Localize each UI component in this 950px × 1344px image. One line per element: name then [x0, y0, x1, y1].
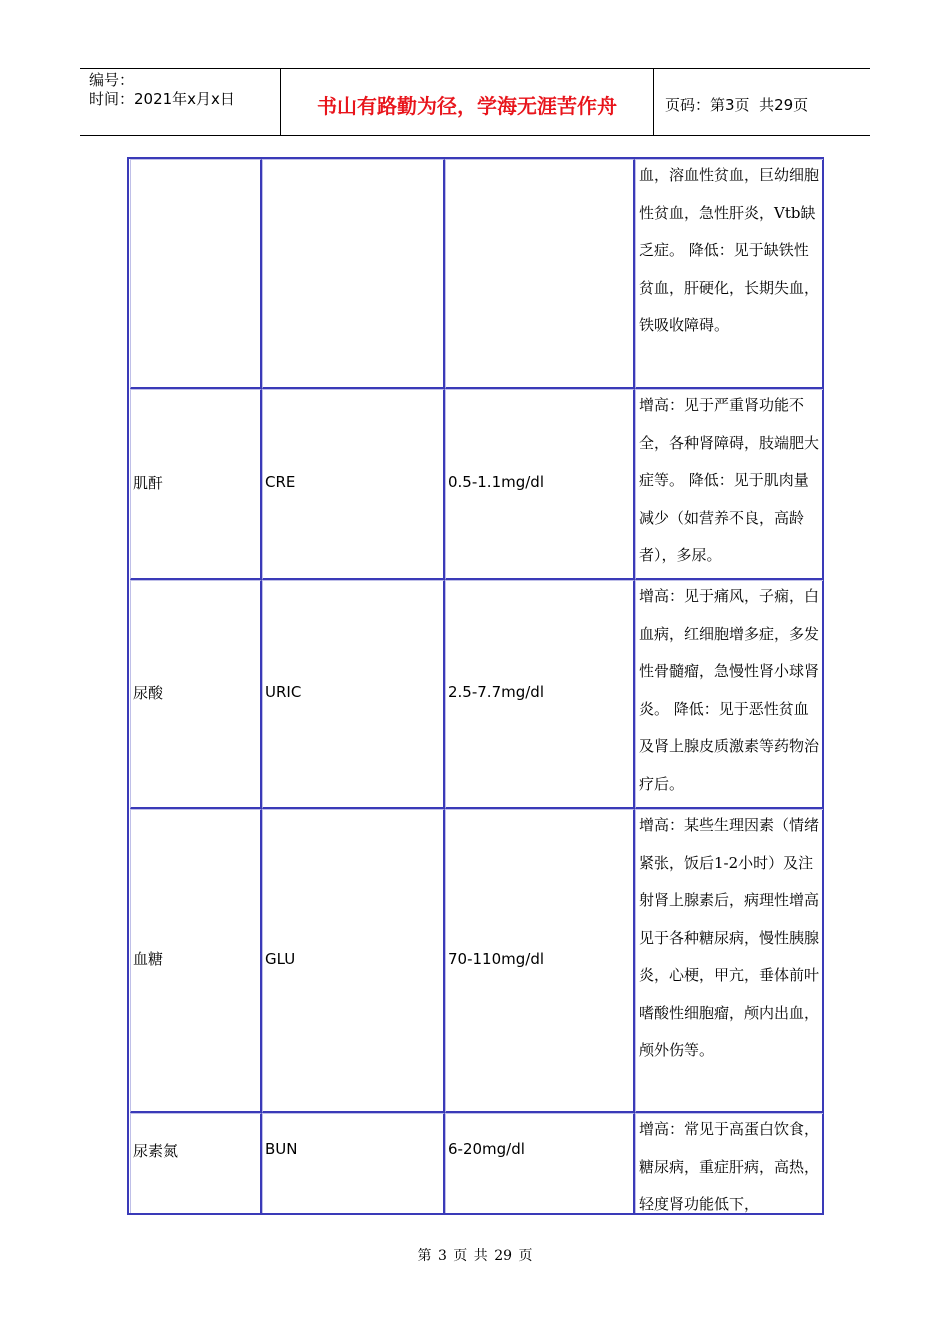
header-page-text: 页码：第3页 共29页 [665, 95, 809, 114]
clinical-significance-cell [635, 580, 823, 809]
test-code-cell: BUN [262, 1113, 445, 1213]
header-meta [80, 69, 281, 135]
header-motto: 书山有路勤为径，学海无涯苦作舟 [281, 69, 654, 135]
test-name-cell: 肌酐 [130, 389, 262, 580]
lab-values-table [127, 157, 824, 1215]
clinical-significance-cell [635, 389, 823, 580]
test-name-cell: 尿素氮 [130, 1113, 262, 1213]
test-code-cell: GLU [262, 809, 445, 1113]
clinical-significance-cell [635, 809, 823, 1113]
table-row [129, 580, 822, 809]
reference-range-cell: 0.5-1.1mg/dl [445, 389, 635, 580]
document-number-label: 编号： [89, 71, 135, 89]
test-code-cell: CRE [262, 389, 445, 580]
clinical-significance-text: 增高：常见于高蛋白饮食，糖尿病，重症肝病，高热，轻度肾功能低下， [639, 1120, 820, 1213]
test-name-cell: 尿酸 [130, 580, 262, 809]
test-code-cell: URIC [262, 580, 445, 809]
clinical-significance-text: 增高：某些生理因素（情绪紧张，饭后1-2小时）及注射肾上腺素后，病理性增高见于各种糖尿病，慢性胰腺炎，心梗，甲亢，垂体前叶嗜酸性细胞瘤，颅内出血，颅外伤等。 [639, 816, 820, 1059]
page-footer: 第 3 页 共 29 页 [417, 1248, 533, 1264]
document-date: 时间：2021年x月x日 [89, 90, 235, 108]
clinical-significance-cell [635, 159, 823, 389]
header-page-info [654, 69, 870, 135]
table-row [129, 389, 822, 580]
table-row [129, 159, 822, 389]
reference-range-cell [445, 159, 635, 389]
clinical-significance-text: 血，溶血性贫血，巨幼细胞性贫血，急性肝炎，Vtb缺乏症。 降低：见于缺铁性贫血，肝硬化，长期失血，铁吸收障碍。 [639, 166, 820, 334]
test-code-cell [262, 159, 445, 389]
table-row [129, 1113, 822, 1213]
table-row [129, 809, 822, 1113]
clinical-significance-text: 增高：见于严重肾功能不全，各种肾障碍，肢端肥大症等。 降低：见于肌肉量减少（如营养不良，高龄者），多尿。 [639, 396, 820, 564]
test-name-cell: 血糖 [130, 809, 262, 1113]
reference-range-cell: 2.5-7.7mg/dl [445, 580, 635, 809]
clinical-significance-text: 增高：见于痛风，子痫，白血病，红细胞增多症，多发性骨髓瘤，急慢性肾小球肾炎。 降低：见于恶性贫血及肾上腺皮质激素等药物治疗后。 [639, 587, 820, 793]
reference-range-cell: 70-110mg/dl [445, 809, 635, 1113]
page-header [80, 68, 870, 136]
reference-range-cell: 6-20mg/dl [445, 1113, 635, 1213]
clinical-significance-cell [635, 1113, 823, 1213]
test-name-cell [130, 159, 262, 389]
